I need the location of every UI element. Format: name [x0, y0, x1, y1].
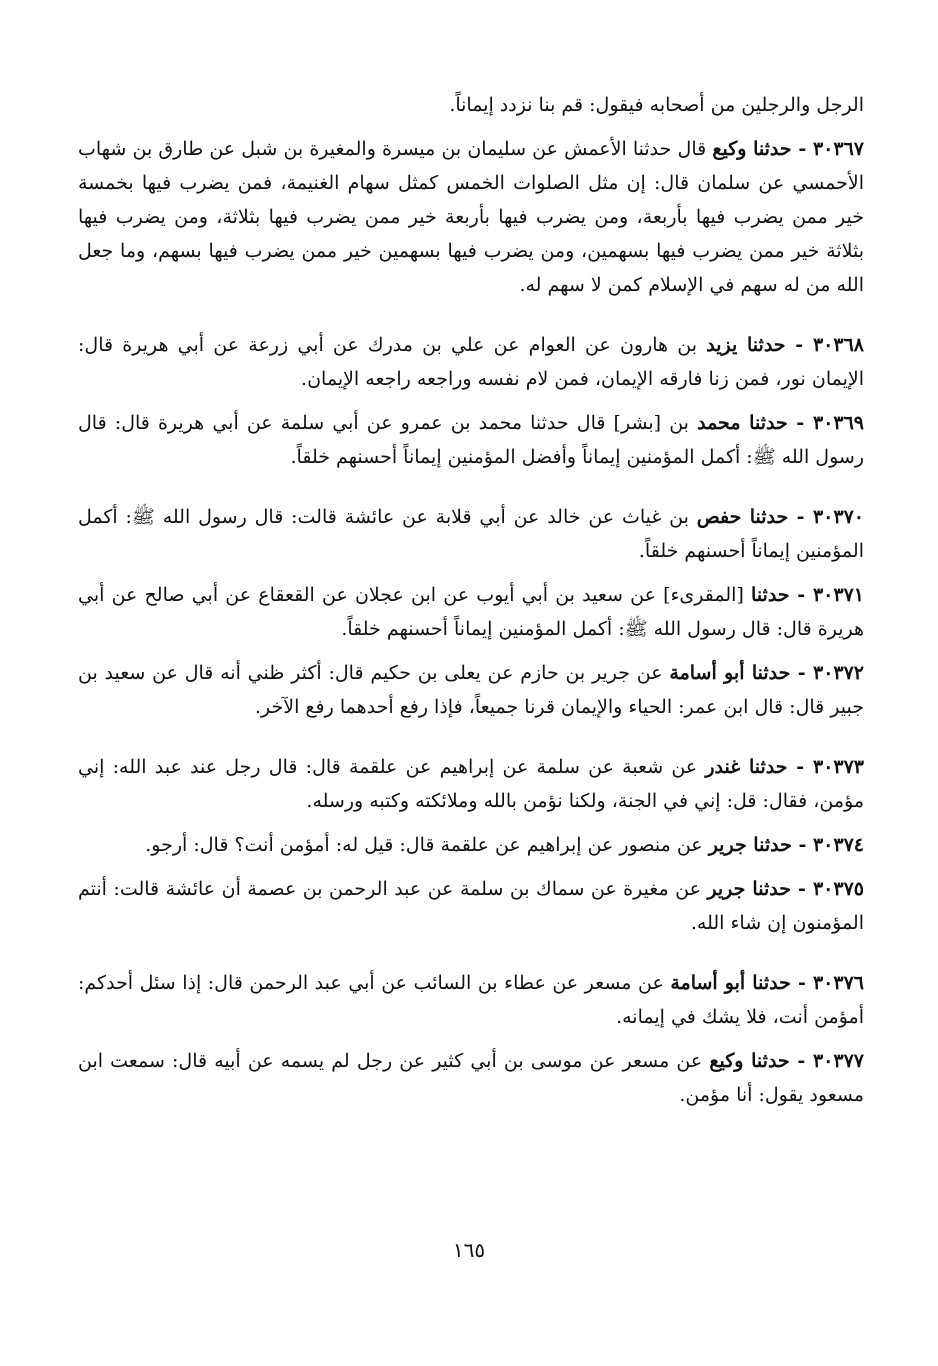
- hadith-number: ٣٠٣٧٧: [812, 1050, 864, 1072]
- hadith-text: عن جرير بن حازم عن يعلى بن حكيم قال: أكثر ظني أنه قال عن سعيد بن جبير قال: قال ابن عمر: الحياء والإيمان قرنا جميعاً، فإذا رفع أحدهما رفع الآخر.: [78, 662, 864, 718]
- hadith-30374: ٣٠٣٧٤ - حدثنا جرير عن منصور عن إبراهيم عن علقمة قال: قيل له: أمؤمن أنت؟ قال: أرجو.: [145, 834, 864, 856]
- hadith-30373: ٣٠٣٧٣ - حدثنا غندر عن شعبة عن سلمة عن إبراهيم عن علقمة قال: قال رجل عند عبد الله: إني مؤمن، فقال: قل: إني في الجنة، ولكنا نؤمن بالله وملائكته وكتبه ورسله.: [78, 756, 865, 812]
- hadith-30367: ٣٠٣٦٧ - حدثنا وكيع قال حدثنا الأعمش عن سليمان بن ميسرة والمغيرة بن شبل عن طارق بن شهاب الأحمسي عن سلمان قال: إن مثل الصلوات الخمس كمثل سهام الغنيمة، فمن يضرب فيها بخمسة خير ممن يضرب فيها بأربعة، ومن يضرب فيها بأربعة خير ممن يضرب فيها بثلاثة، ومن يضرب فيها بثلاثة خير ممن يضرب فيها بسهمين، ومن يضرب فيها بسهمين خير ممن يضرب فيها بسهم، وما جعل الله من له سهم في الإسلام كمن لا سهم له.: [78, 138, 864, 296]
- intro-line: الرجل والرجلين من أصحابه فيقول: قم بنا نزدد إيماناً.: [449, 94, 864, 116]
- hadith-number: ٣٠٣٧٢: [812, 662, 865, 684]
- hadith-text: عن شعبة عن سلمة عن إبراهيم عن علقمة قال: قال رجل عند عبد الله: إني مؤمن، فقال: قل: إني في الجنة، ولكنا نؤمن بالله وملائكته وكتبه ورسله.: [78, 756, 864, 812]
- page-body: [78, 88, 864, 1112]
- hadith-head: حدثنا محمد: [697, 412, 788, 434]
- hadith-text: بن هارون عن العوام عن علي بن مدرك عن أبي زرعة عن أبي هريرة قال: الإيمان نور، فمن زنا فارقه الإيمان، فمن لام نفسه وراجعه راجعه الإيمان.: [78, 334, 864, 390]
- hadith-head: حدثنا حفص: [696, 506, 789, 528]
- hadith-text: عن مغيرة عن سماك بن سلمة عن عبد الرحمن بن عصمة أن عائشة قالت: أنتم المؤمنون إن شاء الله.: [78, 878, 864, 934]
- hadith-30376: ٣٠٣٧٦ - حدثنا أبو أسامة عن مسعر عن عطاء بن السائب عن أبي عبد الرحمن قال: إذا سئل أحدكم: أمؤمن أنت، فلا يشك في إيمانه.: [78, 972, 864, 1028]
- hadith-number: ٣٠٣٦٨: [812, 334, 864, 356]
- hadith-30375: ٣٠٣٧٥ - حدثنا جرير عن مغيرة عن سماك بن سلمة عن عبد الرحمن بن عصمة أن عائشة قالت: أنتم المؤمنون إن شاء الله.: [78, 878, 864, 934]
- hadith-head: حدثنا: [751, 584, 790, 606]
- hadith-head: حدثنا وكيع: [709, 1050, 790, 1072]
- hadith-30377: ٣٠٣٧٧ - حدثنا وكيع عن مسعر عن موسى بن أبي كثير عن رجل لم يسمه عن أبيه قال: سمعت ابن مسعود يقول: أنا مؤمن.: [78, 1050, 864, 1106]
- hadith-30372: ٣٠٣٧٢ - حدثنا أبو أسامة عن جرير بن حازم عن يعلى بن حكيم قال: أكثر ظني أنه قال عن سعيد بن جبير قال: قال ابن عمر: الحياء والإيمان قرنا جميعاً، فإذا رفع أحدهما رفع الآخر.: [78, 662, 865, 718]
- hadith-text: [المقرىء] عن سعيد بن أبي أيوب عن ابن عجلان عن القعقاع عن أبي صالح عن أبي هريرة قال: قال رسول الله ﷺ: أكمل المؤمنين إيماناً أحسنهم خلقاً.: [78, 584, 864, 640]
- hadith-head: حدثنا وكيع: [712, 138, 792, 160]
- hadith-number: ٣٠٣٧٠: [812, 506, 864, 528]
- hadith-head: حدثنا جرير: [708, 834, 792, 856]
- hadith-text: عن مسعر عن موسى بن أبي كثير عن رجل لم يسمه عن أبيه قال: سمعت ابن مسعود يقول: أنا مؤمن.: [78, 1050, 864, 1106]
- hadith-number: ٣٠٣٧٤: [812, 834, 864, 856]
- hadith-head: حدثنا يزيد: [706, 334, 786, 356]
- page-number: ١٦٥: [452, 1238, 486, 1262]
- hadith-30369: ٣٠٣٦٩ - حدثنا محمد بن [بشر] قال حدثنا محمد بن عمرو عن أبي سلمة عن أبي هريرة قال: قال رسول الله ﷺ: أكمل المؤمنين إيماناً وأفضل المؤمنين إيماناً أحسنهم خلقاً.: [78, 412, 865, 468]
- hadith-30371: ٣٠٣٧١ - حدثنا [المقرىء] عن سعيد بن أبي أيوب عن ابن عجلان عن القعقاع عن أبي صالح عن أبي هريرة قال: قال رسول الله ﷺ: أكمل المؤمنين إيماناً أحسنهم خلقاً.: [78, 584, 864, 640]
- hadith-text: بن غياث عن خالد عن أبي قلابة عن عائشة قالت: قال رسول الله ﷺ: أكمل المؤمنين إيماناً أحسنهم خلقاً.: [78, 506, 864, 562]
- hadith-number: ٣٠٣٧٥: [812, 878, 864, 900]
- hadith-text: قال حدثنا الأعمش عن سليمان بن ميسرة والمغيرة بن شبل عن طارق بن شهاب الأحمسي عن سلمان قال: إن مثل الصلوات الخمس كمثل سهام الغنيمة، فمن يضرب فيها بخمسة خير ممن يضرب فيها بأربعة، ومن يضرب فيها بأربعة خير ممن يضرب فيها بثلاثة، ومن يضرب فيها بثلاثة خير ممن يضرب فيها بسهمين، ومن يضرب فيها بسهمين خير ممن يضرب فيها بسهم، وما جعل الله من له سهم في الإسلام كمن لا سهم له.: [78, 138, 864, 296]
- hadith-text: عن مسعر عن عطاء بن السائب عن أبي عبد الرحمن قال: إذا سئل أحدكم: أمؤمن أنت، فلا يشك في إيمانه.: [78, 972, 864, 1028]
- hadith-head: حدثنا جرير: [707, 878, 791, 900]
- hadith-head: حدثنا أبو أسامة: [670, 972, 791, 994]
- hadith-number: ٣٠٣٧٣: [812, 756, 865, 778]
- hadith-head: حدثنا أبو أسامة: [669, 662, 791, 684]
- hadith-text: عن منصور عن إبراهيم عن علقمة قال: قيل له: أمؤمن أنت؟ قال: أرجو.: [145, 834, 703, 856]
- hadith-number: ٣٠٣٧١: [812, 584, 864, 606]
- hadith-30368: ٣٠٣٦٨ - حدثنا يزيد بن هارون عن العوام عن علي بن مدرك عن أبي زرعة عن أبي هريرة قال: الإيمان نور، فمن زنا فارقه الإيمان، فمن لام نفسه وراجعه راجعه الإيمان.: [78, 334, 864, 390]
- hadith-number: ٣٠٣٦٧: [812, 138, 864, 160]
- hadith-number: ٣٠٣٦٩: [812, 412, 865, 434]
- hadith-number: ٣٠٣٧٦: [812, 972, 864, 994]
- hadith-head: حدثنا غندر: [705, 756, 788, 778]
- hadith-text: بن [بشر] قال حدثنا محمد بن عمرو عن أبي سلمة عن أبي هريرة قال: قال رسول الله ﷺ: أكمل المؤمنين إيماناً وأفضل المؤمنين إيماناً أحسنهم خلقاً.: [78, 412, 864, 468]
- hadith-30370: ٣٠٣٧٠ - حدثنا حفص بن غياث عن خالد عن أبي قلابة عن عائشة قالت: قال رسول الله ﷺ: أكمل المؤمنين إيماناً أحسنهم خلقاً.: [78, 506, 864, 562]
